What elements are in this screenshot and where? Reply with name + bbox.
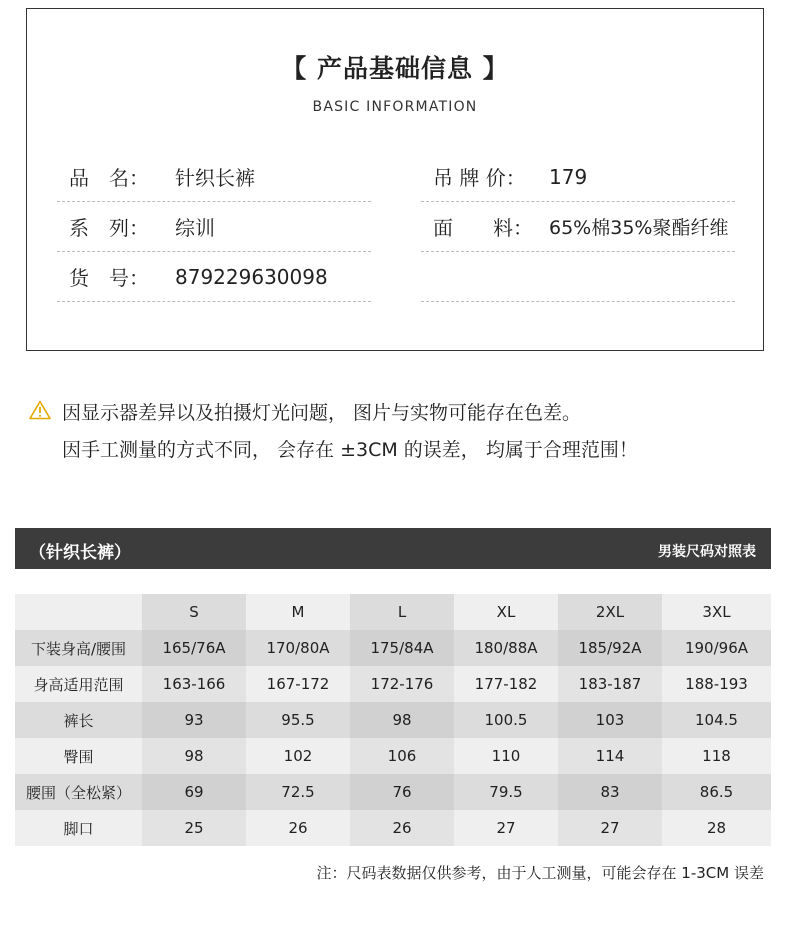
table-cell: 100.5: [454, 702, 558, 738]
table-cell: 167-172: [246, 666, 350, 702]
table-cell: 26: [246, 810, 350, 846]
size-chart-header-bar: [15, 528, 771, 569]
series-label: 系 列：: [69, 216, 149, 240]
size-header: XL: [454, 594, 558, 630]
info-row-price: [421, 152, 735, 202]
info-title: 【 产品基础信息 】: [281, 54, 509, 83]
table-cell: 72.5: [246, 774, 350, 810]
size-header: 2XL: [558, 594, 662, 630]
row-label: 脚口: [15, 810, 142, 846]
name-value: 针织长裤: [175, 166, 255, 190]
table-cell: 86.5: [662, 774, 771, 810]
table-row: [15, 810, 771, 846]
fabric-value: 65%棉35%聚酯纤维: [549, 217, 729, 239]
table-cell: 180/88A: [454, 630, 558, 666]
table-cell: 69: [142, 774, 246, 810]
name-label: 品 名：: [69, 166, 149, 190]
info-row-fabric: [421, 202, 735, 252]
corner-cell: [15, 594, 142, 630]
table-cell: 170/80A: [246, 630, 350, 666]
table-cell: 165/76A: [142, 630, 246, 666]
row-label: 身高适用范围: [15, 666, 142, 702]
table-cell: 26: [350, 810, 454, 846]
table-cell: 103: [558, 702, 662, 738]
price-label: 吊 牌 价：: [433, 166, 526, 190]
table-cell: 177-182: [454, 666, 558, 702]
warning-triangle-icon: [29, 400, 51, 420]
size-header: 3XL: [662, 594, 771, 630]
row-label: 裤长: [15, 702, 142, 738]
table-cell: 98: [350, 702, 454, 738]
series-value: 综训: [175, 216, 215, 240]
info-row-name: [57, 152, 371, 202]
size-table: [15, 594, 771, 846]
table-cell: 104.5: [662, 702, 771, 738]
table-cell: 98: [142, 738, 246, 774]
table-row: [15, 774, 771, 810]
table-cell: 27: [558, 810, 662, 846]
size-chart-footnote: 注：尺码表数据仅供参考，由于人工测量，可能会存在 1-3CM 误差: [316, 864, 764, 882]
info-row-sku: [57, 252, 371, 302]
table-cell: 28: [662, 810, 771, 846]
table-cell: 76: [350, 774, 454, 810]
table-row: [15, 702, 771, 738]
table-cell: 163-166: [142, 666, 246, 702]
table-cell: 114: [558, 738, 662, 774]
table-cell: 25: [142, 810, 246, 846]
table-cell: 83: [558, 774, 662, 810]
sku-value: 879229630098: [175, 264, 328, 289]
size-header-row: [15, 594, 771, 630]
product-info-box: [26, 8, 764, 351]
fabric-label: 面 料：: [433, 216, 533, 240]
table-cell: 190/96A: [662, 630, 771, 666]
table-cell: 95.5: [246, 702, 350, 738]
sku-label: 货 号：: [69, 266, 149, 290]
table-cell: 188-193: [662, 666, 771, 702]
chart-product-name: （针织长裤）: [29, 543, 131, 563]
notice-line-1: 因显示器差异以及拍摄灯光问题， 图片与实物可能存在色差。: [62, 402, 582, 424]
table-cell: 118: [662, 738, 771, 774]
table-cell: 185/92A: [558, 630, 662, 666]
info-row-series: [57, 202, 371, 252]
table-row: [15, 738, 771, 774]
row-label: 腰围（全松紧）: [15, 774, 142, 810]
table-cell: 27: [454, 810, 558, 846]
table-cell: 102: [246, 738, 350, 774]
table-cell: 175/84A: [350, 630, 454, 666]
size-header: L: [350, 594, 454, 630]
chart-title: 男装尺码对照表: [658, 544, 756, 560]
price-value: 179: [549, 164, 588, 189]
table-cell: 172-176: [350, 666, 454, 702]
table-cell: 79.5: [454, 774, 558, 810]
notice-line-2: 因手工测量的方式不同， 会存在 ±3CM 的误差， 均属于合理范围！: [62, 439, 638, 461]
table-row: [15, 630, 771, 666]
row-label: 臀围: [15, 738, 142, 774]
info-subtitle: BASIC INFORMATION: [312, 99, 478, 115]
table-row: [15, 666, 771, 702]
row-label: 下装身高/腰围: [15, 630, 142, 666]
size-header: S: [142, 594, 246, 630]
table-cell: 183-187: [558, 666, 662, 702]
info-row-empty: [421, 252, 735, 302]
table-cell: 93: [142, 702, 246, 738]
size-header: M: [246, 594, 350, 630]
table-cell: 106: [350, 738, 454, 774]
table-cell: 110: [454, 738, 558, 774]
